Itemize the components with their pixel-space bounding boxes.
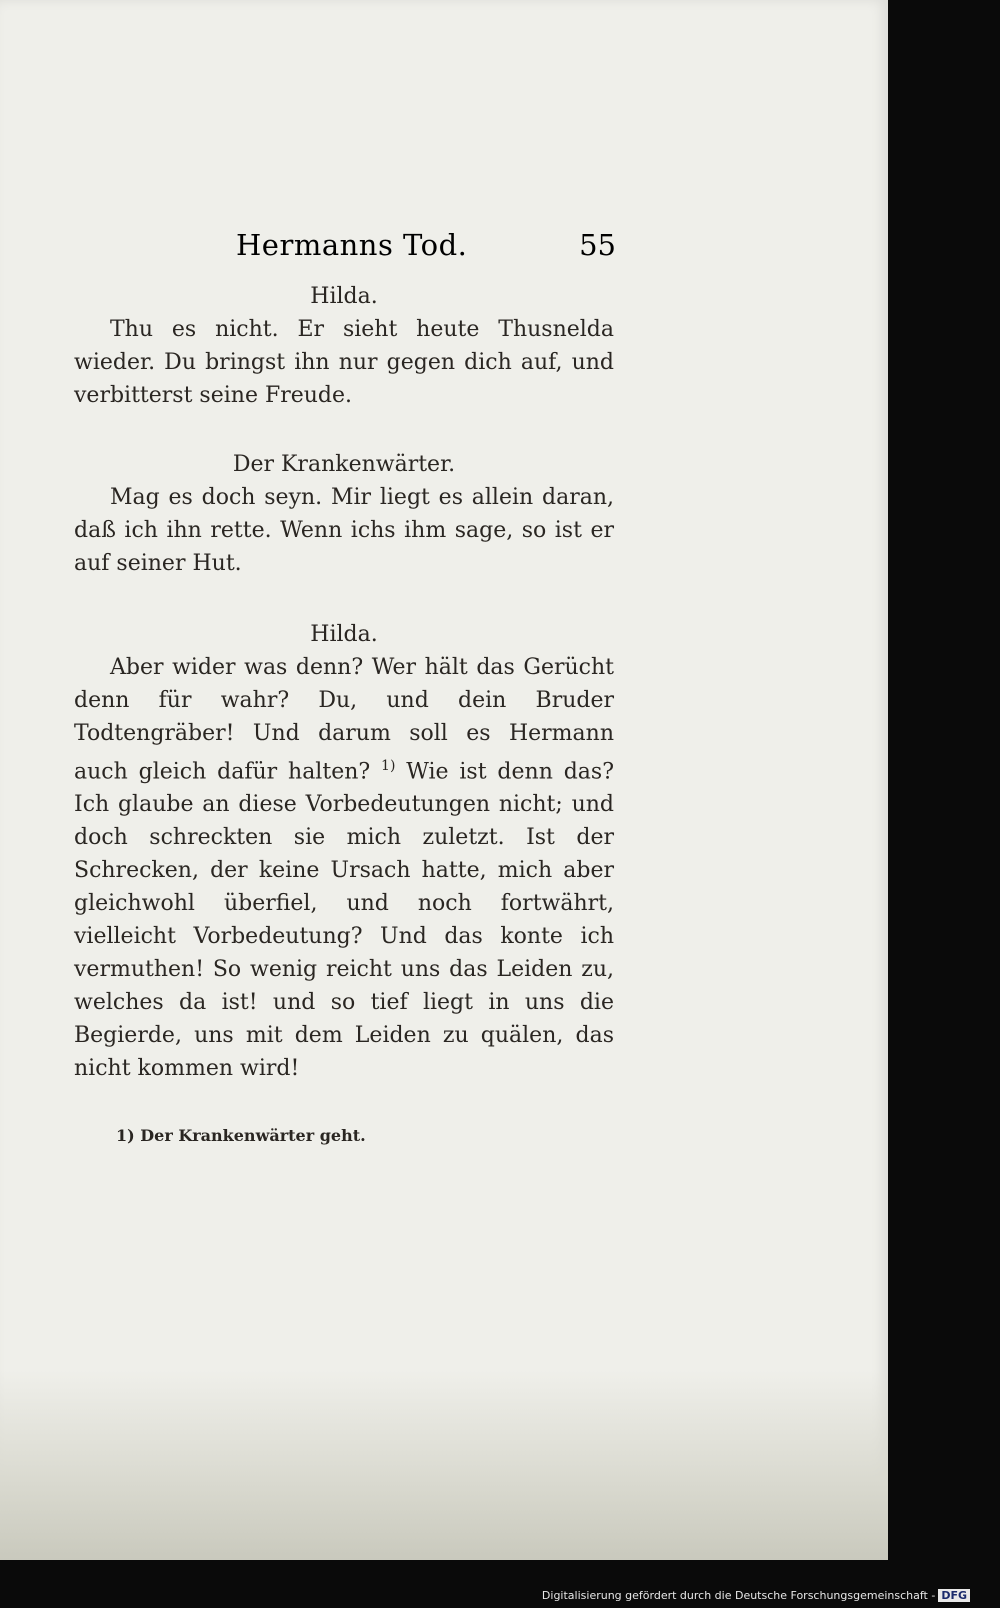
page-number: 55 xyxy=(579,228,616,262)
page-header xyxy=(236,228,616,268)
speech-paragraph xyxy=(74,651,614,1085)
dfg-logo: DFG xyxy=(938,1589,970,1602)
speaker-name: Der Krankenwärter. xyxy=(232,452,456,477)
speech-paragraph: Mag es doch seyn. Mir liegt es allein daran, daß ich ihn rette. Wenn ichs ihm sage, so ist er auf seiner Hut. xyxy=(74,485,614,576)
dialogue-section-1 xyxy=(74,280,614,412)
footnote: 1) Der Krankenwärter geht. xyxy=(116,1126,366,1145)
speech-paragraph: Thu es nicht. Er sieht heute Thusnelda wieder. Du bringst ihn nur gegen dich auf, und verbitterst seine Freude. xyxy=(74,317,614,408)
credit-text: Digitalisierung gefördert durch die Deutsche Forschungsgemeinschaft - xyxy=(541,1589,936,1602)
speech-text-part-2: Wie ist denn das? Ich glaube an diese Vorbedeutungen nicht; und doch schreckten sie mich zuletzt. Ist der Schrecken, der keine Ursach hatte, mich aber gleichwohl überfiel, und noch fortwährt, vielleicht Vorbedeutung? Und das konte ich vermuthen! So wenig reicht uns das Leiden zu, welches da ist! und so tief liegt in uns die Begierde, uns mit dem Leiden zu quälen, das nicht kommen wird! xyxy=(74,759,614,1082)
speech-text-part-1: Aber wider was denn? Wer hält das Gerücht denn für wahr? Du, und dein Bruder Todtengräber! Und darum soll es Hermann auch gleich dafür halten? xyxy=(74,655,614,785)
dialogue-section-3 xyxy=(74,618,614,1085)
speaker-name: Hilda. xyxy=(310,622,378,647)
digitization-credit xyxy=(542,1589,970,1602)
footnote-reference: 1) xyxy=(381,758,396,774)
speaker-name: Hilda. xyxy=(310,284,378,309)
running-title: Hermanns Tod. xyxy=(236,228,468,262)
dialogue-section-2 xyxy=(74,448,614,580)
